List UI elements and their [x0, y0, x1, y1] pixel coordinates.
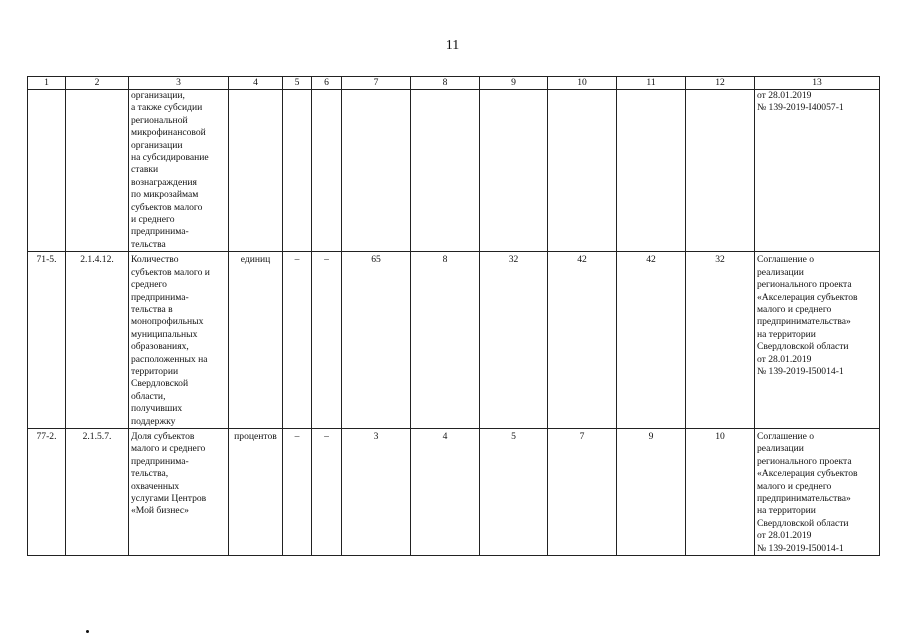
column-header: 5: [283, 77, 312, 90]
code-cell: 2.1.4.12.: [66, 252, 129, 429]
code-cell: 2.1.5.7.: [66, 428, 129, 555]
column-header: 10: [548, 77, 617, 90]
value-cell: [617, 90, 686, 252]
value-cell: –: [312, 252, 342, 429]
value-cell: [480, 90, 548, 252]
code-cell: [66, 90, 129, 252]
source-cell: от 28.01.2019 № 139-2019-I40057-1: [755, 90, 880, 252]
value-cell: 42: [617, 252, 686, 429]
value-cell: [411, 90, 480, 252]
value-cell: –: [312, 428, 342, 555]
value-cell: [312, 90, 342, 252]
column-header: 12: [686, 77, 755, 90]
column-header: 9: [480, 77, 548, 90]
row-number-cell: 71-5.: [28, 252, 66, 429]
column-header: 11: [617, 77, 686, 90]
scan-speck: [86, 630, 89, 633]
value-cell: 8: [411, 252, 480, 429]
value-cell: 32: [686, 252, 755, 429]
indicator-name-cell: Доля субъектов малого и среднего предпринима- тельства, охваченных услугами Центров «Мой бизнес»: [129, 428, 229, 555]
row-number-cell: [28, 90, 66, 252]
source-cell: Соглашение о реализации регионального проекта «Акселерация субъектов малого и среднего предпринимательства» на территории Свердловской области от 28.01.2019 № 139-2019-I50014-1: [755, 428, 880, 555]
unit-cell: единиц: [229, 252, 283, 429]
column-header: 13: [755, 77, 880, 90]
column-header: 2: [66, 77, 129, 90]
indicator-table: [27, 76, 880, 556]
value-cell: 42: [548, 252, 617, 429]
value-cell: 32: [480, 252, 548, 429]
value-cell: [686, 90, 755, 252]
table-row: [28, 428, 880, 555]
table-header-row: [28, 77, 880, 90]
value-cell: 65: [342, 252, 411, 429]
column-header: 4: [229, 77, 283, 90]
value-cell: 10: [686, 428, 755, 555]
column-header: 8: [411, 77, 480, 90]
value-cell: 3: [342, 428, 411, 555]
column-header: 7: [342, 77, 411, 90]
value-cell: 5: [480, 428, 548, 555]
value-cell: [548, 90, 617, 252]
row-number-cell: 77-2.: [28, 428, 66, 555]
value-cell: –: [283, 252, 312, 429]
value-cell: [283, 90, 312, 252]
table-row: [28, 252, 880, 429]
source-cell: Соглашение о реализации регионального проекта «Акселерация субъектов малого и среднего предпринимательства» на территории Свердловской области от 28.01.2019 № 139-2019-I50014-1: [755, 252, 880, 429]
value-cell: –: [283, 428, 312, 555]
value-cell: 4: [411, 428, 480, 555]
page-number: 11: [445, 38, 460, 53]
indicator-name-cell: организации, а также субсидии региональной микрофинансовой организации на субсидирование ставки вознаграждения по микрозаймам субъектов малого и среднего предпринима- тельства: [129, 90, 229, 252]
column-header: 1: [28, 77, 66, 90]
unit-cell: [229, 90, 283, 252]
table-row: [28, 90, 880, 252]
unit-cell: процентов: [229, 428, 283, 555]
column-header: 6: [312, 77, 342, 90]
value-cell: 9: [617, 428, 686, 555]
indicator-name-cell: Количество субъектов малого и среднего предпринима- тельства в монопрофильных муниципальных образованиях, расположенных на территории Свердловской области, получивших поддержку: [129, 252, 229, 429]
value-cell: 7: [548, 428, 617, 555]
column-header: 3: [129, 77, 229, 90]
value-cell: [342, 90, 411, 252]
